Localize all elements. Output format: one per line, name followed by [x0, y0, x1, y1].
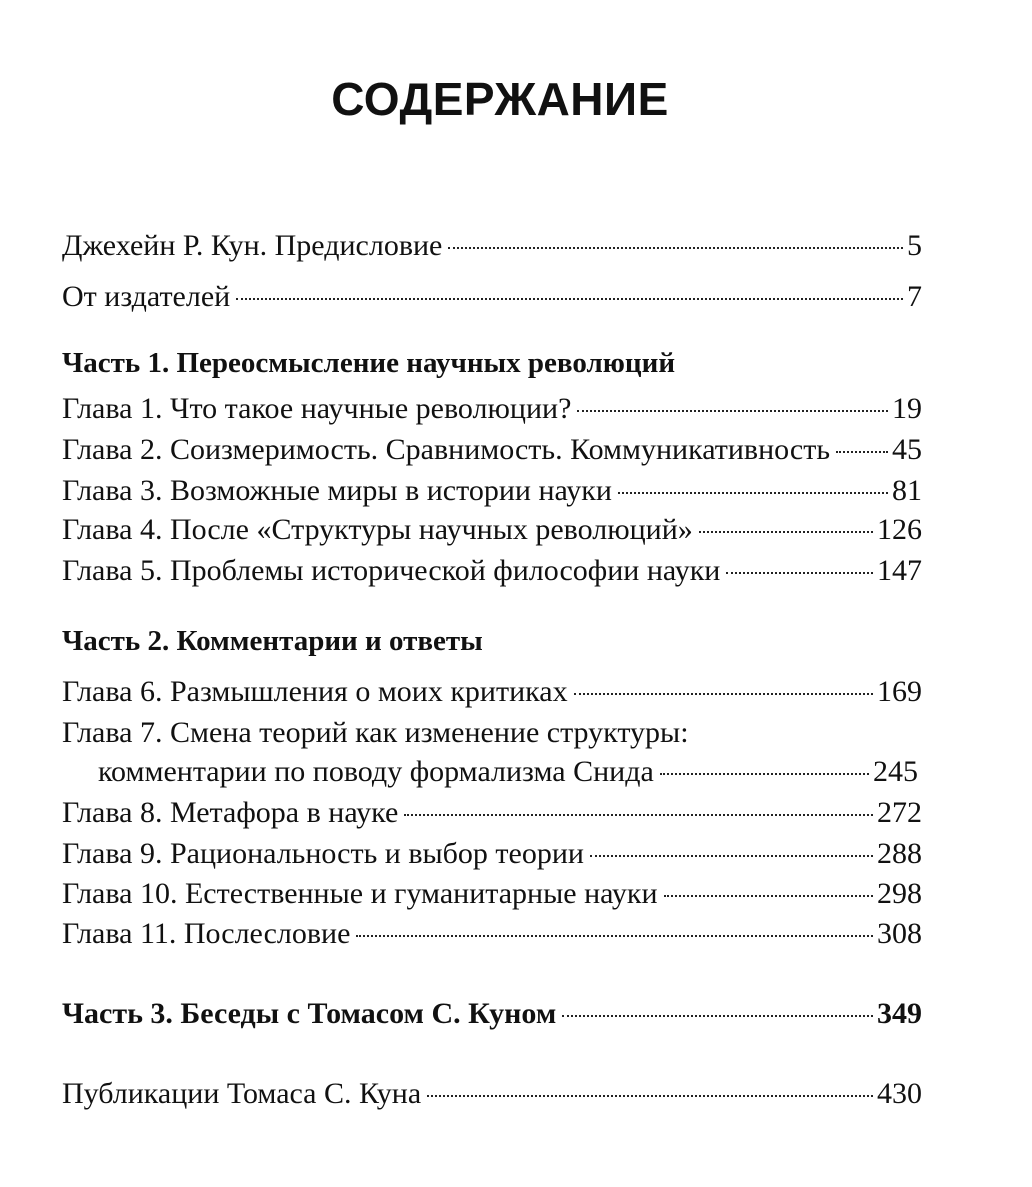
- entry-label: Глава 6. Размышления о моих критиках: [62, 675, 568, 708]
- entry-page: 19: [892, 392, 922, 425]
- entry-page: 308: [877, 917, 922, 950]
- entry-label: Глава 1. Что такое научные революции?: [62, 392, 572, 425]
- entry-page: 169: [877, 675, 922, 708]
- entry-label: Глава 10. Естественные и гуманитарные науки: [62, 877, 658, 910]
- dot-leader: [699, 531, 873, 533]
- entry-label: Глава 4. После «Структуры научных революций»: [62, 513, 693, 546]
- page-title: СОДЕРЖАНИЕ: [331, 73, 669, 125]
- entry-page: 288: [877, 837, 922, 870]
- dot-leader: [427, 1095, 873, 1097]
- toc-entry-chapter-6[interactable]: [62, 674, 922, 710]
- toc-entry-publishers[interactable]: [62, 279, 922, 315]
- toc-entry-chapter-8[interactable]: [62, 795, 922, 831]
- entry-label: Глава 11. Послесловие: [62, 917, 351, 950]
- dot-leader: [404, 814, 873, 816]
- toc-entry-chapter-7-line-1[interactable]: Глава 7. Смена теорий как изменение структуры:: [62, 716, 689, 749]
- toc-entry-chapter-1[interactable]: [62, 391, 922, 427]
- entry-page: 81: [892, 474, 922, 507]
- toc-entry-chapter-3[interactable]: [62, 473, 922, 509]
- toc-entry-publications[interactable]: [62, 1076, 922, 1112]
- part-2-heading[interactable]: Часть 2. Комментарии и ответы: [62, 625, 483, 657]
- dot-leader: [574, 693, 873, 695]
- entry-page: 5: [907, 229, 922, 262]
- entry-label: Глава 3. Возможные миры в истории науки: [62, 474, 612, 507]
- entry-label: комментарии по поводу формализма Снида: [98, 755, 654, 788]
- dot-leader: [448, 247, 903, 249]
- entry-label: Глава 9. Рациональность и выбор теории: [62, 837, 584, 870]
- toc-entry-chapter-2[interactable]: [62, 432, 922, 468]
- entry-label: От издателей: [62, 280, 231, 313]
- entry-label: Глава 5. Проблемы исторической философии науки: [62, 554, 721, 587]
- dot-leader: [577, 410, 888, 412]
- dot-leader: [664, 895, 873, 897]
- dot-leader: [660, 773, 869, 775]
- entry-page: 430: [877, 1077, 922, 1110]
- dot-leader: [590, 855, 873, 857]
- part-1-heading[interactable]: Часть 1. Переосмысление научных революций: [62, 347, 676, 379]
- toc-entry-part-3[interactable]: [62, 996, 922, 1032]
- entry-page: 126: [877, 513, 922, 546]
- toc-entry-chapter-7-line-2[interactable]: [98, 754, 918, 790]
- dot-leader: [726, 572, 873, 574]
- dot-leader: [562, 1015, 873, 1017]
- entry-label: Часть 3. Беседы с Томасом С. Куном: [62, 997, 557, 1030]
- entry-page: 245: [873, 755, 918, 788]
- entry-page: 147: [877, 554, 922, 587]
- entry-label: Глава 2. Соизмеримость. Сравнимость. Коммуникативность: [62, 433, 831, 466]
- toc-entry-chapter-9[interactable]: [62, 836, 922, 872]
- toc-entry-chapter-5[interactable]: [62, 553, 922, 589]
- dot-leader: [236, 298, 903, 300]
- toc-entry-chapter-4[interactable]: [62, 512, 922, 548]
- entry-page: 7: [907, 280, 922, 313]
- dot-leader: [618, 492, 888, 494]
- dot-leader: [356, 935, 873, 937]
- entry-label: Джехейн Р. Кун. Предисловие: [62, 229, 443, 262]
- dot-leader: [836, 451, 888, 453]
- entry-label: Публикации Томаса С. Куна: [62, 1077, 422, 1110]
- toc-entry-chapter-11[interactable]: [62, 916, 922, 952]
- entry-page: 298: [877, 877, 922, 910]
- toc-entry-foreword[interactable]: [62, 228, 922, 264]
- entry-page: 349: [877, 997, 922, 1030]
- entry-page: 45: [892, 433, 922, 466]
- entry-page: 272: [877, 796, 922, 829]
- toc-entry-chapter-10[interactable]: [62, 876, 922, 912]
- entry-label: Глава 8. Метафора в науке: [62, 796, 399, 829]
